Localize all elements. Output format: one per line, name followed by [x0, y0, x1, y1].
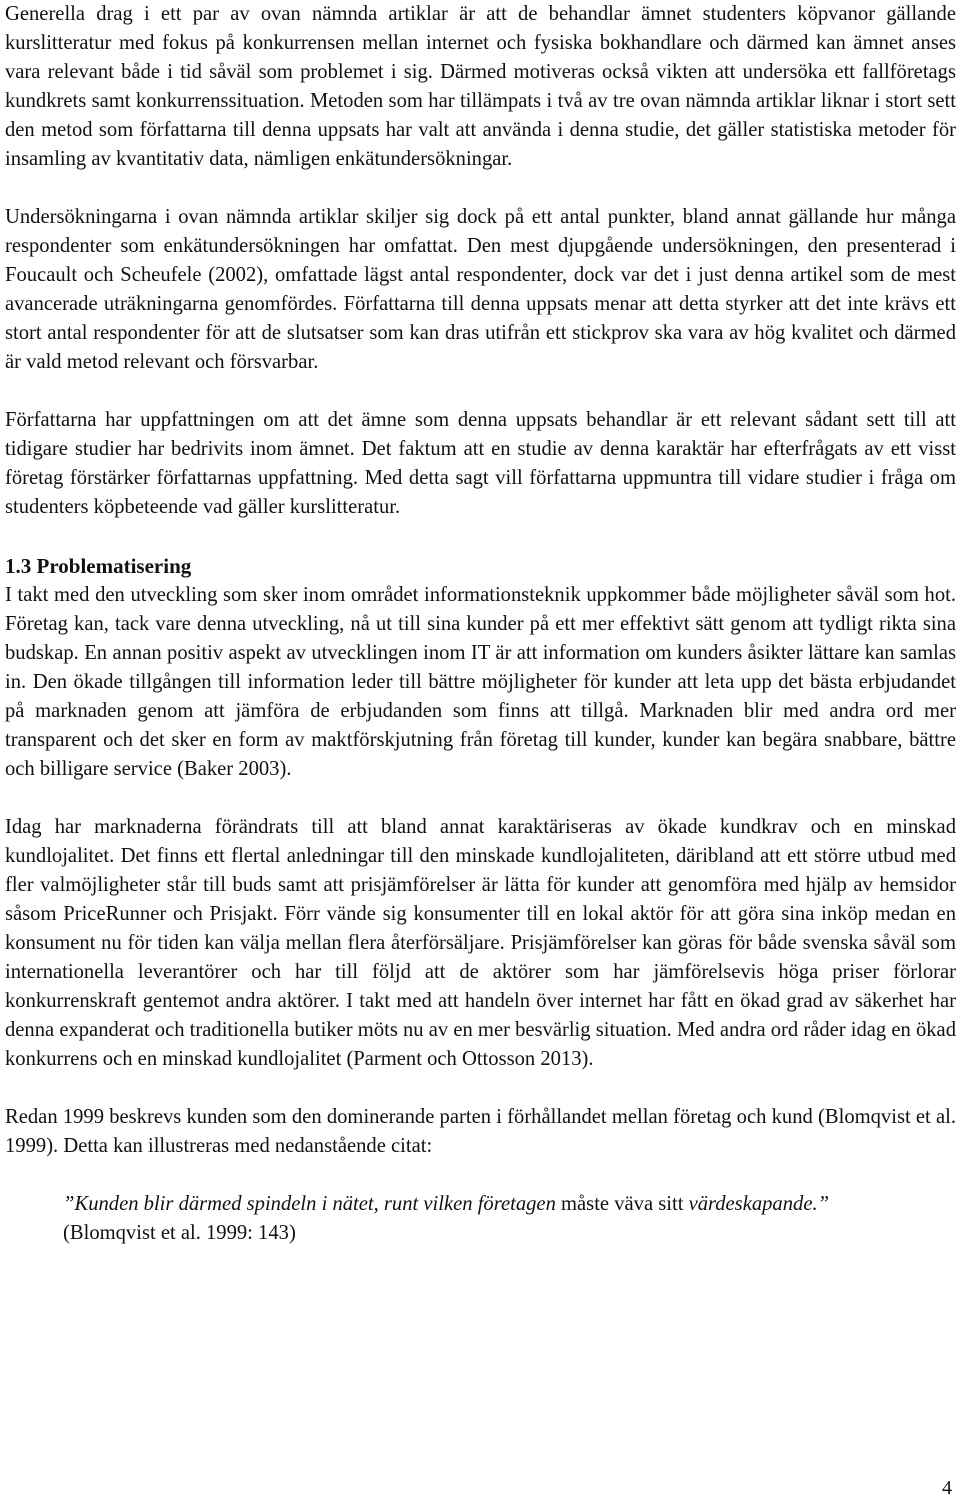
block-quote: [5, 1190, 956, 1248]
paragraph-market-changes: Idag har marknaderna förändrats till att bland annat karaktäriseras av ökade kundkrav och en minskad kundlojalitet. Det finns ett flertal anledningar till den minskade kundlojaliteten, däribland att ett större utbud med fler valmöjligheter står till buds samt att prisjämförelser är lätta för kunder att genomföra med hjälp av hemsidor såsom PriceRunner och Prisjakt. Förr vände sig konsumenter till en lokal aktör för att göra sina inköp medan en konsument nu för tiden kan välja mellan flera återförsäljare. Prisjämförelser kan göras för både svenska såväl som internationella leverantörer och har till följd att de aktörer som har jämförelsevis höga priser förlorar konkurrenskraft gentemot andra aktörer. I takt med att handeln över internet har fått en ökad grad av säkerhet har denna expanderat och traditionella butiker möts nu av en mer besvärlig situation. Med andra ord råder idag en ökad konkurrens och en minskad kundlojalitet (Parment och Ottosson 2013).: [5, 816, 956, 1070]
paragraph-relevance: Författarna har uppfattningen om att det ämne som denna uppsats behandlar är ett relevant sådant sett till att tidigare studier har bedrivits inom ämnet. Det faktum att en studie av denna karaktär har efterfrågats av ett visst företag förstärker författarnas uppfattning. Med detta sagt vill författarna uppmuntra till vidare studier i fråga om studenters köpbeteende vad gäller kurslitteratur.: [5, 409, 956, 518]
quote-italic-part-2: värdeskapande.”: [688, 1193, 830, 1215]
document-page: [5, 0, 956, 1248]
paragraph-survey-differences: Undersökningarna i ovan nämnda artiklar skiljer sig dock på ett antal punkter, bland annat gällande hur många respondenter som enkätundersökningen har omfattat. Den mest djupgående undersökningen, den presenterad i Foucault och Scheufele (2002), omfattade lägst antal respondenter, dock var det i just denna artikel som de mest avancerade uträkningarna genomfördes. Författarna till denna uppsats menar att detta styrker att det inte krävs ett stort antal respondenter för att de slutsatser som kan dras utifrån ett stickprov ska vara av hög kvalitet och därmed är vald metod relevant och försvarbar.: [5, 206, 956, 373]
page-number: 4: [942, 1477, 952, 1499]
section-heading: [5, 551, 956, 581]
section-number: 1.3: [5, 554, 32, 578]
quote-citation: (Blomqvist et al. 1999: 143): [63, 1222, 296, 1244]
quote-italic-part-1: ”Kunden blir därmed spindeln i nätet, runt vilken företagen: [63, 1193, 556, 1215]
section-title: Problematisering: [36, 554, 192, 578]
quote-plain-part: måste väva sitt: [555, 1193, 689, 1215]
paragraph-literature-review: Generella drag i ett par av ovan nämnda artiklar är att de behandlar ämnet studenters köpvanor gällande kurslitteratur med fokus på konkurrensen mellan internet och fysiska bokhandlare och därmed kan ämnet anses vara relevant både i tid såväl som problemet i sig. Därmed motiveras också vikten att undersöka ett fallföretags kundkrets samt konkurrenssituation. Metoden som har tillämpats i två av tre ovan nämnda artiklar liknar i stort sett den metod som författarna till denna uppsats har valt att använda i denna studie, det gäller statistiska metoder för insamling av kvantitativ data, nämligen enkätundersökningar.: [5, 3, 956, 170]
paragraph-it-development: I takt med den utveckling som sker inom området informationsteknik uppkommer både möjligheter såväl som hot. Företag kan, tack vare denna utveckling, nå ut till sina kunder på ett mer effektivt sätt genom att tydligt rikta sina budskap. En annan positiv aspekt av utvecklingen inom IT är att information om kunders åsikter lättare kan samlas in. Den ökade tillgången till information leder till bättre möjligheter för kunder att leta upp det bästa erbjudandet på marknaden genom att jämföra de erbjudanden som finns att tillgå. Marknaden blir med andra ord mer transparent och det sker en form av maktförskjutning från företag till kunder, kunder kan begära snabbare, bättre och billigare service (Baker 2003).: [5, 584, 956, 780]
paragraph-customer-role: Redan 1999 beskrevs kunden som den dominerande parten i förhållandet mellan företag och kund (Blomqvist et al. 1999). Detta kan illustreras med nedanstående citat:: [5, 1106, 956, 1157]
